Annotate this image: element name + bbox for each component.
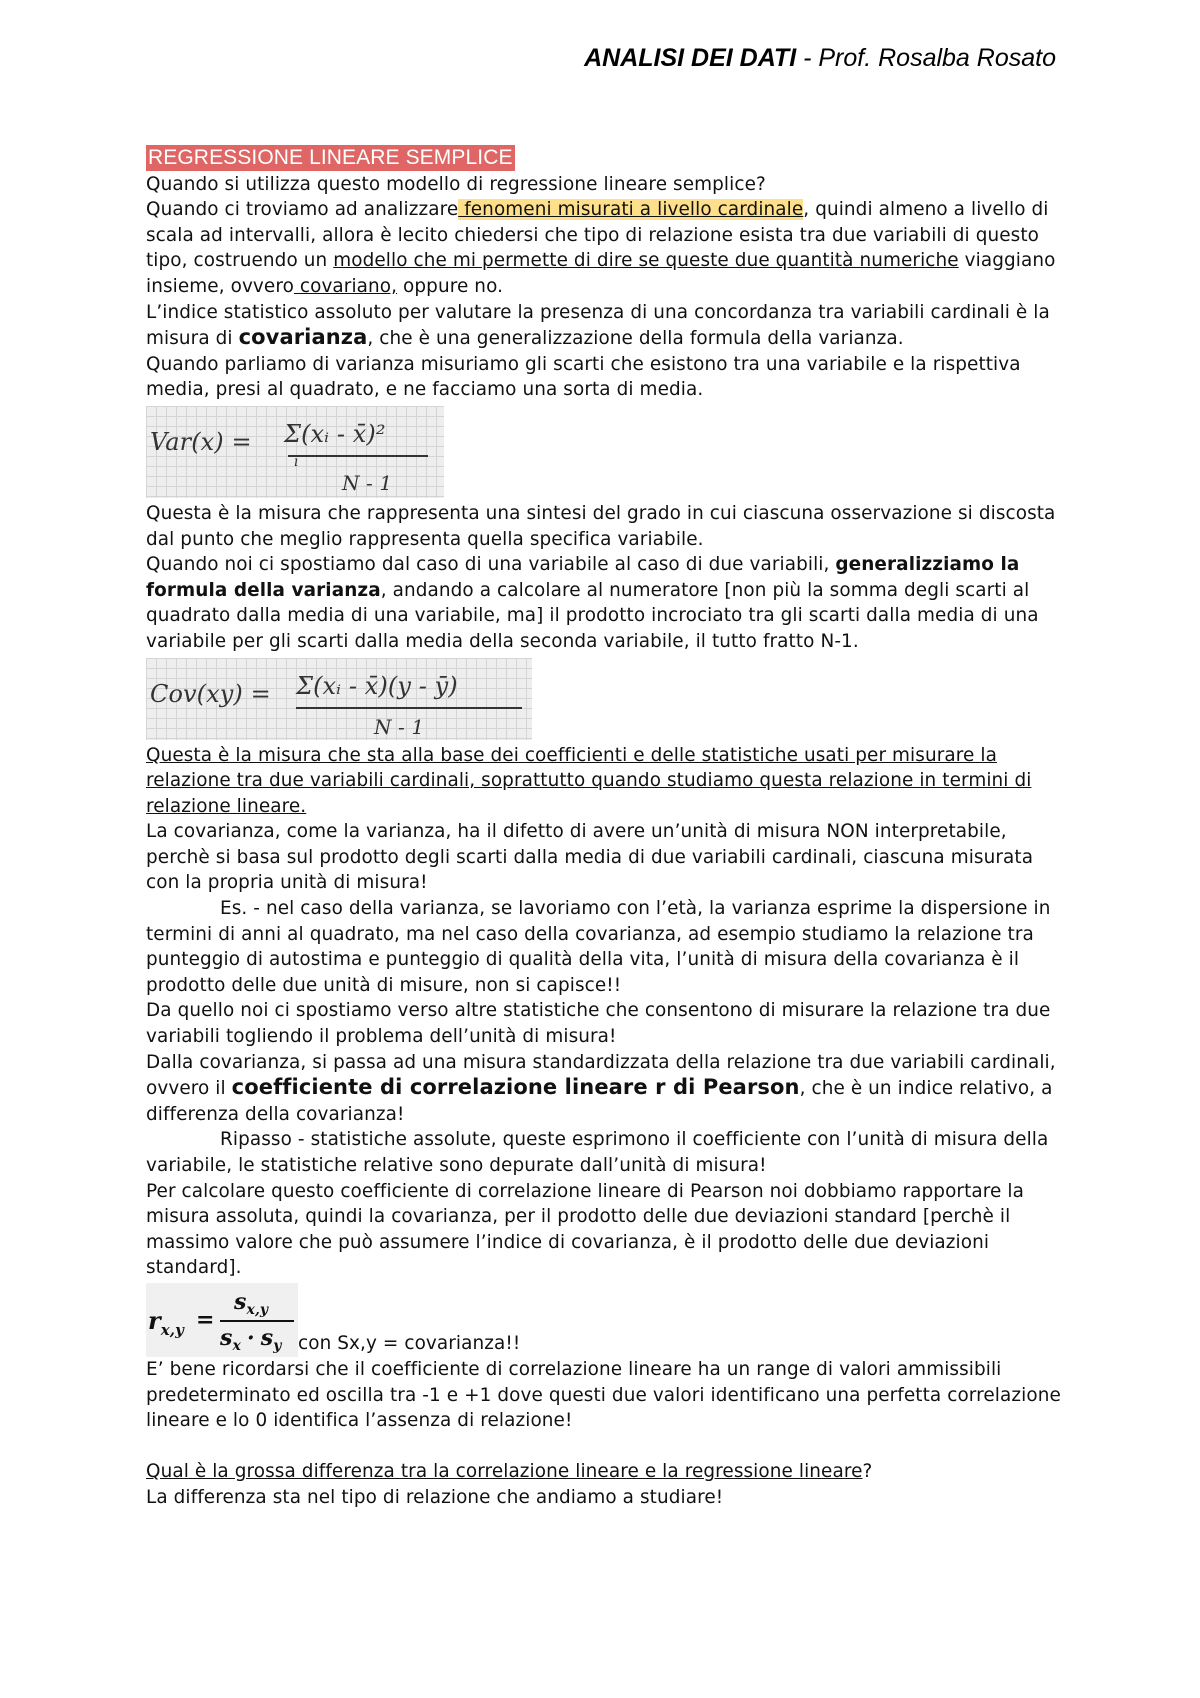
bold-term: coefficiente di correlazione lineare r di Pearson [231,1075,800,1100]
paragraph-covarianza [146,300,1066,352]
paragraph-difetto: La covarianza, come la varianza, ha il difetto di avere un’unità di misura NON interpretabile, perchè si basa sul prodotto degli scarti dalla media di due variabili cardinali, ciascuna misurata con la propria unità di misura! [146,821,1034,894]
paragraph-question: Quando si utilizza questo modello di regressione lineare semplice? [146,173,766,195]
formula-r-den2: s [260,1324,274,1351]
formula-var-denominator: N - 1 [342,470,393,495]
formula-r-den2-sub: y [273,1337,282,1354]
bold-term: covarianza [238,325,368,350]
text-run: Quando noi ci spostiamo dal caso di una variabile al caso di due variabili, [146,554,836,576]
paragraph-esempio: Es. - nel caso della varianza, se lavoriamo con l’età, la varianza esprime la dispersione in termini di anni al quadrato, ma nel caso della covarianza, ad esempio studiamo la relazione tra punteggio di autostima e punteggio di qualità della vita, l’unità di misura della covarianza è il prodotto delle due unità di misure, non si capisce!! [146,898,1051,996]
page-header [0,44,1056,73]
covariance-formula-image [146,658,532,740]
paragraph-pearson [146,1050,1066,1128]
text-run: Quando ci troviamo ad analizzare [146,199,459,221]
bold-term: generalizziamo la formula della varianza [146,554,1020,601]
paragraph-base-coefficienti: Questa è la misura che sta alla base dei coefficienti e delle statistiche usati per misurare la relazione tra due variabili cardinali, soprattutto quando studiamo questa relazione in termini di relazione lineare. [146,744,1032,817]
pearson-formula-row [146,1281,1066,1357]
formula-r-num-sub: x,y [246,1301,269,1318]
header-subject: ANALISI DEI DATI [584,44,797,72]
paragraph-cardinal [146,197,1066,299]
text-run: viaggiano insieme, ovvero [146,250,1056,297]
paragraph-altre-statistiche: Da quello noi ci spostiamo verso altre statistiche che consentono di misurare la relazione tra due variabili togliendo il problema dell’unità di misura! [146,1000,1051,1048]
variance-formula-image [146,406,444,498]
blank-line [146,1434,1066,1460]
underlined-text: modello che mi permette di dire se queste due quantità numeriche [333,250,959,272]
paragraph-sintesi: Questa è la misura che rappresenta una sintesi del grado in cui ciascuna osservazione si discosta dal punto che meglio rappresenta quella specifica variabile. [146,502,1056,550]
paragraph-generalizzazione [146,552,1066,654]
formula-r-den1: s [220,1324,233,1351]
paragraph-risposta: La differenza sta nel tipo di relazione che andiamo a studiare! [146,1486,724,1508]
paragraph-range: E’ bene ricordarsi che il coefficiente di correlazione lineare ha un range di valori ammissibili predeterminato ed oscilla tra -1 e +1 dove questi due valori identificano una perfetta correlazione lineare e lo 0 identifica l’assenza di relazione! [146,1358,1061,1432]
header-professor: Prof. Rosalba Rosato [818,44,1056,72]
underlined-text: Qual è la grossa differenza tra la correlazione lineare e la regressione lineare [146,1461,863,1483]
text-run: , che è una generalizzazione della formula della varianza. [367,328,904,350]
formula-r-equals: = [196,1306,215,1333]
pearson-caption: con Sx,y = covarianza!! [298,1333,521,1355]
paragraph-ripasso: Ripasso - statistiche assolute, queste esprimono il coefficiente con l’unità di misura della variabile, le statistiche relative sono depurate dall’unità di misura! [146,1129,1049,1176]
paragraph-calcolo: Per calcolare questo coefficiente di correlazione lineare di Pearson noi dobbiamo rapportare la misura assoluta, quindi la covarianza, per il prodotto delle due deviazioni standard [perchè il massimo valore che può assumere l’indice di covarianza, è il prodotto delle due deviazioni standard]. [146,1180,1024,1279]
text-run: , andando a calcolare al numeratore [non più la somma degli scarti al quadrato dalla media di una variabile, ma] il prodotto incrociato tra gli scarti dalla media di una variabile per gli scarti dalla media della seconda variabile, il tutto fratto N-1. [146,579,1039,652]
underlined-text: covariano, [293,275,398,297]
text-run: ? [862,1461,873,1483]
document-body [146,145,1066,1511]
text-run: L’indice statistico assoluto per valutare la presenza di una concordanza tra variabili cardinali è la misura di [146,301,1050,350]
text-run: oppure no. [397,275,504,297]
formula-var-numerator: Σ(xᵢ - x̄)² [284,419,386,448]
highlighted-text: fenomeni misurati a livello cardinale [458,199,804,221]
paragraph-domanda-differenza [146,1459,1066,1485]
header-separator: - [796,44,819,72]
svg-text:rx,y [148,1306,185,1339]
formula-var-index: i [294,453,299,470]
formula-r-lhs-sub: x,y [160,1320,184,1339]
formula-var-lhs: Var(x) = [150,427,252,456]
section-title: REGRESSIONE LINEARE SEMPLICE [148,146,513,169]
paragraph-varianza: Quando parliamo di varianza misuriamo gli scarti che esistono tra una variabile e la rispettiva media, presi al quadrato, e ne facciamo una sorta di media. [146,353,1021,401]
svg-text:sx,y [233,1289,269,1318]
text-run: , quindi almeno a livello di scala ad intervalli, allora è lecito chiedersi che tipo di relazione esista tra due variabili di questo tipo, costruendo un [146,199,1049,272]
svg-text:sx·sy [219,1325,282,1354]
formula-r-lhs: r [148,1305,161,1335]
formula-r-dot: · [246,1324,255,1351]
formula-r-num: s [234,1288,247,1315]
formula-cov-denominator: N - 1 [374,714,425,739]
formula-cov-lhs: Cov(xy) = [150,679,271,708]
text-run: Dalla covarianza, si passa ad una misura standardizzata della relazione tra due variabili cardinali, ovvero il [146,1051,1056,1100]
formula-r-den1-sub: x [232,1337,241,1354]
formula-cov-numerator: Σ(xᵢ - x̄)(y - ȳ) [296,671,458,700]
text-run: , che è un indice relativo, a differenza della covarianza! [146,1078,1053,1125]
pearson-formula-image [146,1283,298,1357]
